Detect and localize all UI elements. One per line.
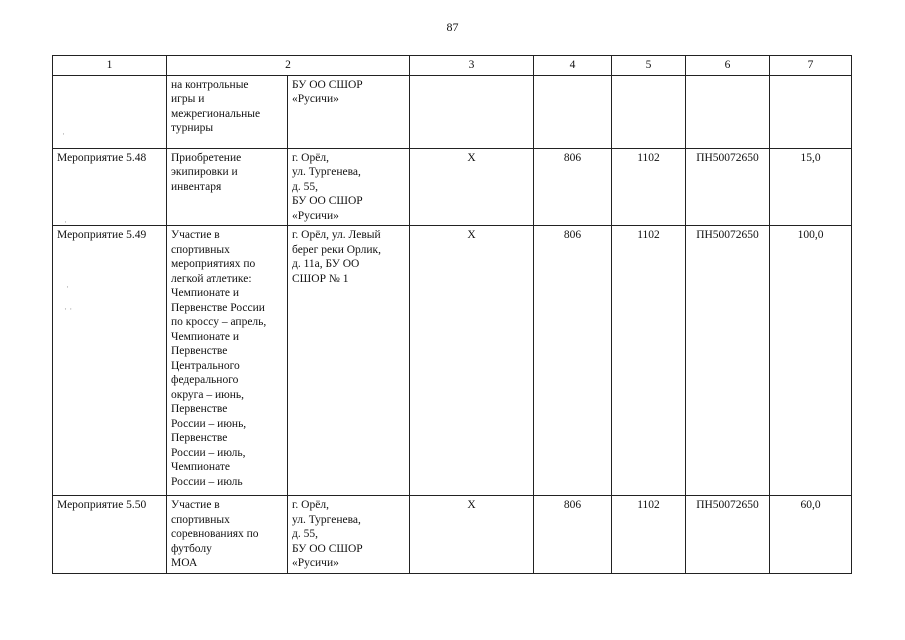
event-cell xyxy=(53,75,167,148)
col3-cell xyxy=(410,75,534,148)
scan-speck: · · xyxy=(64,304,73,314)
col4-cell: 806 xyxy=(534,496,612,574)
budget-table xyxy=(52,55,852,574)
table-row xyxy=(53,496,852,574)
header-col-3: 3 xyxy=(410,56,534,76)
col6-cell: ПН50072650 xyxy=(686,496,770,574)
header-col-5: 5 xyxy=(612,56,686,76)
address-cell: г. Орёл, ул. Тургенева, д. 55, БУ ОО СШОР «Русичи» xyxy=(288,496,410,574)
col6-cell: ПН50072650 xyxy=(686,148,770,226)
address-cell: г. Орёл, ул. Тургенева, д. 55, БУ ОО СШОР «Русичи» xyxy=(288,148,410,226)
header-row xyxy=(53,56,852,76)
col4-cell: 806 xyxy=(534,226,612,496)
scan-speck: · xyxy=(64,217,67,227)
table-row xyxy=(53,148,852,226)
col3-cell: Х xyxy=(410,496,534,574)
col3-cell: Х xyxy=(410,148,534,226)
description-cell: Участие в спортивных мероприятиях по легкой атлетике: Чемпионате и Первенстве России по кроссу – апрель, Чемпионате и Первенстве Центрального федерального округа – июнь, Первенстве России – июнь, Первенстве России – июль, Чемпионате России – июль xyxy=(167,226,288,496)
col6-cell xyxy=(686,75,770,148)
header-col-6: 6 xyxy=(686,56,770,76)
description-cell: на контрольные игры и межрегиональные турниры xyxy=(167,75,288,148)
address-cell: БУ ОО СШОР «Русичи» xyxy=(288,75,410,148)
header-col-4: 4 xyxy=(534,56,612,76)
col4-cell xyxy=(534,75,612,148)
description-cell: Приобретение экипировки и инвентаря xyxy=(167,148,288,226)
event-cell: Мероприятие 5.49 xyxy=(53,226,167,496)
table-row xyxy=(53,226,852,496)
event-cell: Мероприятие 5.48 xyxy=(53,148,167,226)
col5-cell xyxy=(612,75,686,148)
address-cell: г. Орёл, ул. Левый берег реки Орлик, д. 11а, БУ ОО СШОР № 1 xyxy=(288,226,410,496)
col4-cell: 806 xyxy=(534,148,612,226)
event-cell: Мероприятие 5.50 xyxy=(53,496,167,574)
page-number: 87 xyxy=(446,20,459,34)
description-cell: Участие в спортивных соревнованиях по футболу МОА xyxy=(167,496,288,574)
col7-cell: 15,0 xyxy=(770,148,852,226)
col5-cell: 1102 xyxy=(612,496,686,574)
col5-cell: 1102 xyxy=(612,226,686,496)
header-col-2: 2 xyxy=(167,56,410,76)
col7-cell: 60,0 xyxy=(770,496,852,574)
col7-cell xyxy=(770,75,852,148)
table-row xyxy=(53,75,852,148)
col3-cell: Х xyxy=(410,226,534,496)
scan-speck: · xyxy=(66,282,69,292)
header-col-1: 1 xyxy=(53,56,167,76)
col5-cell: 1102 xyxy=(612,148,686,226)
header-col-7: 7 xyxy=(770,56,852,76)
scan-speck: · xyxy=(62,129,65,139)
col7-cell: 100,0 xyxy=(770,226,852,496)
col6-cell: ПН50072650 xyxy=(686,226,770,496)
